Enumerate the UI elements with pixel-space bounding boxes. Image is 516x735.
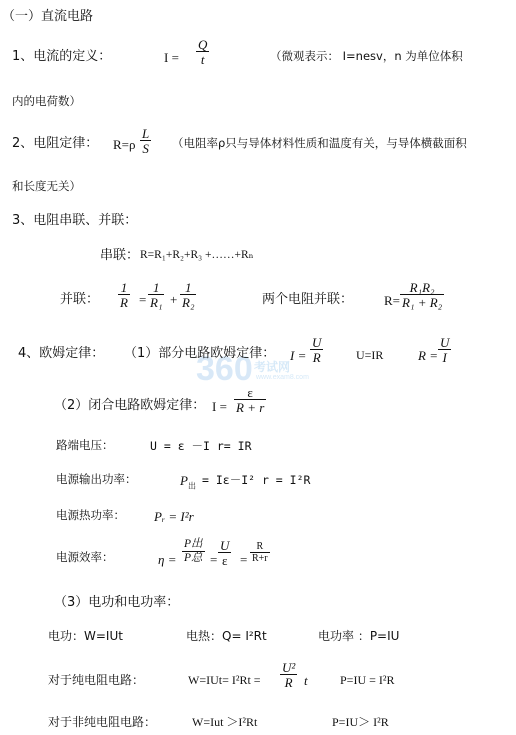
- parallel-lhs-den: R: [120, 295, 128, 310]
- parallel-term1: [148, 281, 164, 309]
- efficiency-lhs: η =: [158, 552, 177, 567]
- nonpure-power: P=IU＞ I²R: [332, 715, 389, 729]
- s2-label: 2、电阻定律：: [12, 136, 99, 151]
- pure-t: t: [304, 673, 308, 688]
- two-parallel-label: 两个电阻并联：: [262, 292, 354, 307]
- part2-label: （2）闭合电路欧姆定律：: [54, 398, 206, 413]
- part1-fraction: [310, 336, 323, 364]
- heat-power-formula: Pᵣ = I²r: [154, 509, 194, 524]
- nonpure-label: 对于非纯电阻电路：: [48, 715, 157, 729]
- output-p-symbol: P: [180, 473, 188, 488]
- parallel-label: 并联：: [60, 292, 100, 307]
- two-parallel-num: R₁R₂: [409, 280, 435, 295]
- part1-num: U: [312, 335, 322, 350]
- parallel-plus: +: [170, 292, 178, 307]
- pure-work: W=IUt= I²Rt =: [188, 673, 261, 687]
- output-power-label: 电源输出功率：: [56, 472, 137, 486]
- heat-power-label: 电源热功率：: [56, 508, 125, 522]
- eff-num3: R: [256, 541, 264, 552]
- eff-den1: P总: [184, 551, 203, 564]
- eff-den2: ε: [218, 552, 231, 567]
- two-parallel-den: R₁ + R₂: [402, 295, 443, 310]
- eff-fraction1: [182, 539, 205, 564]
- pure-num: U²: [282, 660, 296, 675]
- pure-power: P=IU = I²R: [340, 673, 395, 687]
- pure-label: 对于纯电阻电路：: [48, 673, 145, 687]
- s2-den: S: [140, 140, 151, 155]
- eff-eq2: =: [240, 552, 248, 567]
- part1-u: U=IR: [356, 348, 384, 362]
- series-formula: R=R₁+R₂+R₃ +……+Rₙ: [140, 249, 254, 261]
- s2-num: L: [142, 126, 150, 141]
- s4-label: 4、欧姆定律：: [18, 346, 105, 361]
- watermark-logo: 360: [196, 350, 253, 388]
- efficiency-label: 电源效率：: [56, 550, 114, 564]
- part2-fraction: [234, 386, 266, 414]
- parallel-term1-num: 1: [152, 280, 160, 295]
- s1-lhs: I =: [164, 50, 179, 65]
- eff-num1: P出: [184, 538, 203, 550]
- eff-fraction2: [218, 539, 231, 567]
- part1-r-den: I: [438, 349, 451, 364]
- electric-heat: 电热：Q= I²Rt: [186, 629, 267, 643]
- s1-fraction: [196, 38, 209, 66]
- eff-eq1: =: [210, 552, 218, 567]
- part1-r-lhs: R =: [418, 348, 438, 363]
- parallel-term2-den: R₂: [182, 295, 195, 310]
- s1-label: 1、电流的定义：: [12, 49, 112, 64]
- part1-lhs: I =: [290, 348, 307, 363]
- eff-fraction3: [250, 542, 270, 564]
- terminal-formula: U = ε －I r= IR: [150, 439, 252, 453]
- series-label: 串联：: [100, 248, 140, 263]
- output-p-sub: 出: [187, 481, 196, 491]
- s1-note: （微观表示： I=nesv，n 为单位体积: [270, 49, 463, 63]
- s3-label: 3、电阻串联、并联：: [12, 213, 138, 228]
- part1-r-num: U: [440, 335, 450, 350]
- watermark-site: 考试网: [254, 360, 291, 374]
- output-power-lhs: [180, 474, 196, 491]
- part1-r-fraction: [438, 336, 451, 364]
- terminal-label: 路端电压：: [56, 438, 114, 452]
- two-parallel-lhs: R=: [384, 293, 401, 308]
- parallel-eq: =: [139, 292, 147, 307]
- parallel-term2: [180, 281, 196, 309]
- parallel-lhs-num: 1: [120, 280, 128, 295]
- parallel-lhs-fraction: [118, 281, 130, 309]
- eff-num2: U: [220, 538, 230, 553]
- s2-note2: 和长度无关）: [12, 179, 81, 193]
- electric-work: 电功：W=IUt: [48, 629, 123, 643]
- electric-power: 电功率 ：P=IU: [318, 629, 400, 643]
- part2-den: R + r: [236, 400, 265, 415]
- pure-fraction: [280, 661, 297, 689]
- s1-den: t: [196, 51, 209, 66]
- s2-fraction: [140, 127, 151, 155]
- s1-note2: 内的电荷数）: [12, 94, 81, 108]
- eff-den3: R+r: [252, 553, 268, 564]
- s2-lhs: R=ρ: [113, 137, 136, 152]
- section-heading: （一）直流电路: [2, 9, 94, 24]
- part1-label: （1）部分电路欧姆定律：: [124, 346, 276, 361]
- output-power-formula: = Iε－I² r = I²R: [202, 473, 311, 487]
- s2-note: （电阻率ρ只与导体材料性质和温度有关，与导体横截面积: [172, 136, 467, 150]
- parallel-term1-den: R₁: [150, 295, 163, 310]
- two-parallel-fraction: [400, 281, 444, 309]
- parallel-term2-num: 1: [184, 280, 192, 295]
- part2-num: ε: [247, 385, 253, 400]
- s1-num: Q: [198, 37, 208, 52]
- part3-label: （3）电功和电功率：: [54, 595, 180, 610]
- part1-den: R: [310, 349, 323, 364]
- watermark-url: www.exam8.com: [256, 374, 309, 381]
- nonpure-work: W=Iut ＞I²Rt: [192, 715, 258, 729]
- part2-lhs: I =: [212, 399, 227, 414]
- pure-den: R: [280, 674, 297, 689]
